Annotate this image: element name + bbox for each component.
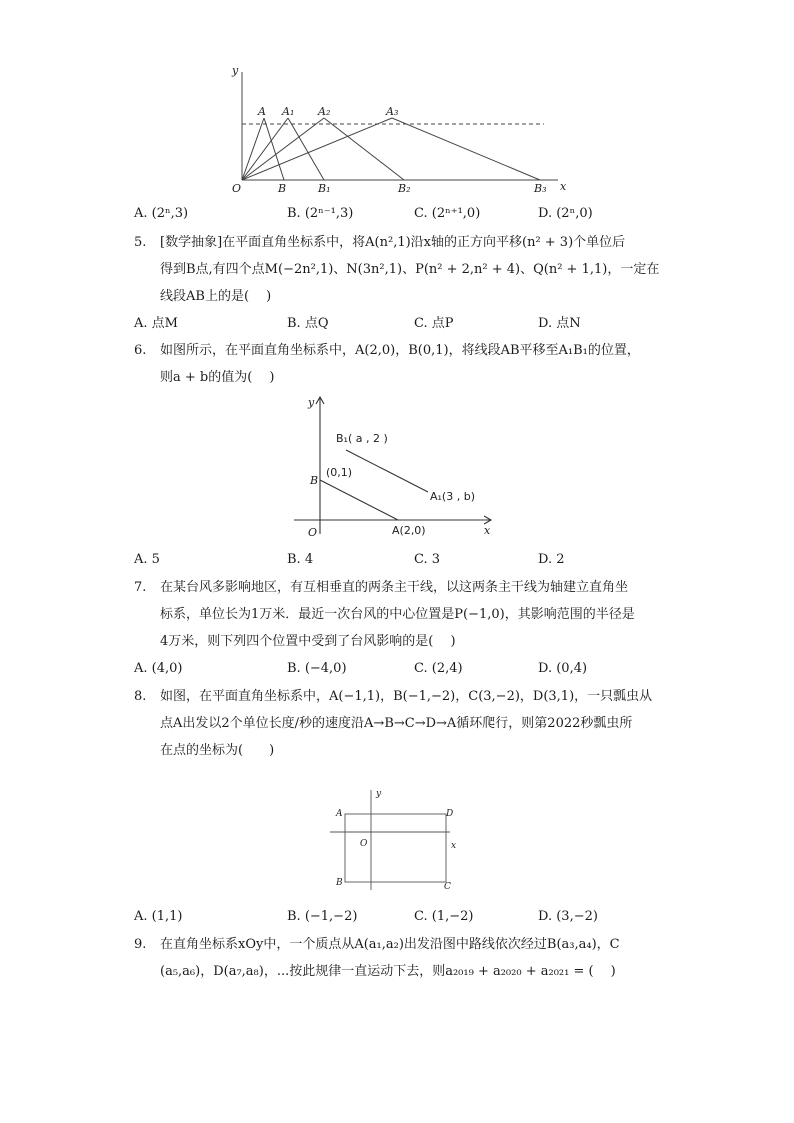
q4-option-d[interactable]: D. (2ⁿ,0) (538, 206, 593, 221)
q7-number: 7. (134, 580, 147, 595)
q5-option-a[interactable]: A. 点M (134, 316, 178, 331)
q5-line-2: 得到B点,有四个点M(−2n²,1)、N(3n²,1)、P(n² + 2,n² + 4)、Q(n² + 1,1)，一定在 (160, 262, 660, 277)
q7-line-2: 标系，单位长为1万米．最近一次台风的中心位置是P(−1,0)，其影响范围的半径是 (160, 607, 635, 622)
q6-label-a1: A₁(3 , b) (430, 490, 475, 503)
q4-label-x: x (560, 180, 567, 193)
q4-option-b[interactable]: B. (2ⁿ⁻¹,3) (287, 206, 354, 221)
q8-option-c[interactable]: C. (1,−2) (414, 909, 474, 924)
q9-line-2: (a₅,a₆)，D(a₇,a₈)，...按此规律一直运动下去，则a₂₀₁₉ + a₂₀₂₀ + a₂₀₂₁ = ( ) (160, 964, 616, 979)
q5-option-b[interactable]: B. 点Q (287, 316, 329, 331)
q8-line-2: 点A出发以2个单位长度/秒的速度沿A→B→C→D→A循环爬行，则第2022秒瓢虫所 (160, 716, 633, 731)
q4-label-a1: A₁ (282, 105, 295, 118)
q6-number: 6. (134, 343, 147, 358)
q6-label-o: O (308, 526, 318, 539)
q7-option-b[interactable]: B. (−4,0) (287, 661, 347, 676)
q6-option-b[interactable]: B. 4 (287, 552, 314, 567)
q8-label-x: x (451, 841, 457, 851)
q6-option-d[interactable]: D. 2 (538, 552, 565, 567)
q4-option-a[interactable]: A. (2ⁿ,3) (134, 206, 189, 221)
q5-line-1: [数学抽象]在平面直角坐标系中，将A(n²,1)沿x轴的正方向平移(n² + 3)个单位后 (160, 235, 626, 250)
q6-option-c[interactable]: C. 3 (414, 552, 441, 567)
q8-option-d[interactable]: D. (3,−2) (538, 909, 598, 924)
q6-label-b-coord: (0,1) (326, 466, 353, 479)
q5-option-d[interactable]: D. 点N (538, 316, 581, 331)
q8-figure (330, 786, 460, 892)
q8-line-1: 如图，在平面直角坐标系中，A(−1,1)，B(−1,−2)，C(3,−2)，D(3,1)，一只瓢虫从 (160, 689, 653, 704)
q8-label-c: C (444, 882, 451, 892)
q7-line-3: 4万米，则下列四个位置中受到了台风影响的是( ) (160, 634, 456, 649)
q4-label-b2: B₂ (398, 182, 411, 195)
q8-option-a[interactable]: A. (1,1) (134, 909, 183, 924)
q5-line-3: 线段AB上的是( ) (160, 289, 272, 304)
q9-number: 9. (134, 937, 147, 952)
q4-figure (228, 60, 578, 196)
q6-line-1: 如图所示，在平面直角坐标系中，A(2,0)，B(0,1)，将线段AB平移至A₁B₁的位置， (160, 343, 640, 358)
q8-label-d: D (446, 809, 454, 819)
q8-number: 8. (134, 689, 147, 704)
q9-line-1: 在直角坐标系xOy中，一个质点从A(a₁,a₂)出发沿图中路线依次经过B(a₃,a₄)，C (160, 937, 620, 952)
q4-label-a3: A₃ (386, 105, 399, 118)
q6-line-2: 则a + b的值为( ) (160, 370, 275, 385)
q7-option-c[interactable]: C. (2,4) (414, 661, 463, 676)
q6-segment-ab (320, 480, 398, 520)
q5-number: 5. (134, 235, 147, 250)
q8-label-b: B (336, 878, 343, 888)
q4-label-b1: B₁ (318, 182, 331, 195)
q4-label-o: O (232, 182, 242, 195)
q7-line-1: 在某台风多影响地区，有互相垂直的两条主干线，以这两条主干线为轴建立直角坐 (160, 580, 629, 595)
q8-label-o: O (360, 839, 368, 849)
q8-line-3: 在点的坐标为( ) (160, 743, 275, 758)
q6-segment-a1b1 (346, 450, 428, 492)
q4-option-c[interactable]: C. (2ⁿ⁺¹,0) (414, 206, 481, 221)
q8-label-y: y (376, 789, 382, 799)
q6-label-b: B (310, 474, 319, 487)
q4-label-y: y (232, 64, 239, 77)
q4-label-b: B (278, 182, 287, 195)
q6-option-a[interactable]: A. 5 (134, 552, 160, 567)
q4-label-a: A (258, 105, 266, 118)
q6-label-x: x (484, 524, 491, 537)
q6-label-y: y (308, 396, 315, 409)
q5-option-c[interactable]: C. 点P (414, 316, 454, 331)
q6-label-b1: B₁( a , 2 ) (336, 432, 388, 445)
q7-option-a[interactable]: A. (4,0) (134, 661, 183, 676)
q8-label-a: A (336, 809, 343, 819)
q8-option-b[interactable]: B. (−1,−2) (287, 909, 358, 924)
q4-label-b3: B₃ (534, 182, 547, 195)
q6-figure (290, 394, 500, 544)
q4-label-a2: A₂ (318, 105, 331, 118)
q7-option-d[interactable]: D. (0,4) (538, 661, 588, 676)
q6-label-a: A(2,0) (392, 524, 426, 537)
